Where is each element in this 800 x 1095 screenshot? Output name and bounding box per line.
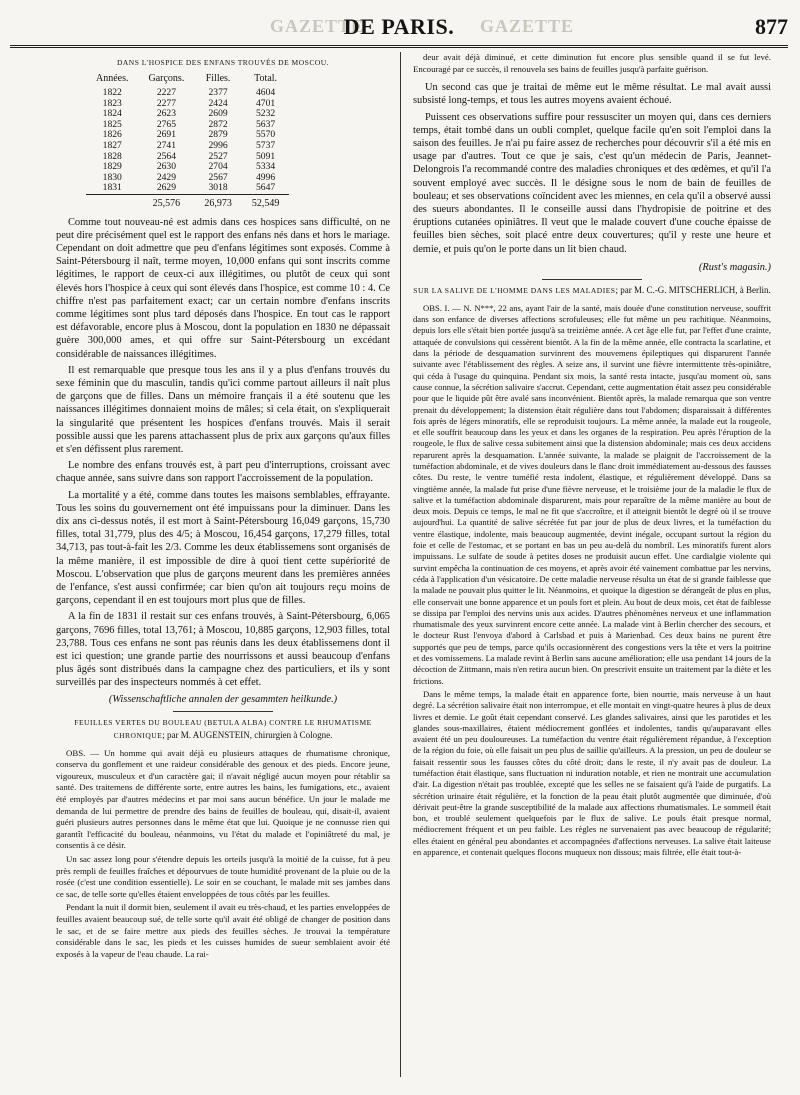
table-cell: 2424	[208, 97, 228, 109]
paragraph: A la fin de 1831 il restait sur ces enfans trouvés, à Saint-Pétersbourg, 6,065 garçons, 7696 filles, total 13,761; à Moscou, 10,885 garçons, 12,903 filles, total 23,788. Tous ces enfans ne sont pas réunis dans les deux établissemens dont il est ici question; une grande partie des nourrissons et aussi beaucoup d'enfans plus âgés sont distribués dans la campagne chez des particuliers, et ils y sont surveillés par des inspecteurs nommés à cet effet.	[56, 611, 390, 689]
column-divider	[400, 52, 401, 1077]
table-cell: 2630	[156, 161, 176, 173]
moscow-statistics-table	[86, 73, 289, 210]
table-header-cell: Total.	[254, 73, 278, 84]
table-total-cell: 26,973	[204, 197, 232, 209]
observation-paragraph: Dans le même temps, la malade était en apparence forte, bien nourrie, mais nerveuse à un haut degré. La sécrétion salivaire était non interrompue, et elle montait en vingt-quatre heures à plus de deux livres et demie. Le goût était cependant conservé. Les glandes salivaires, ainsi que les parotides et les glandes sous-maxillaires, étaient médiocrement gonflées et indolentes, tandis qu'auparavant elles avaient été un peu douloureuses. La tuméfaction du ventre était régulièrement répandue, à l'exception de la région du foie, où elle faisait un peu plus de saillie qu'ailleurs. A la pression, un peu de douleur se faisait ressentir sous les fausses côtes du côté droit; dans le reste, il n'y avait pas de douleur. La tuméfaction était élastique, sans fluctuation ni induration notable, et rien ne montrait une accumulation d'air. La digestion n'était pas troublée, excepté que les selles ne se faisaient qu'à l'aide de purgatifs. La sécrétion urinaire était régulière, et la fonction de la peau était plutôt augmentée que diminuée, d'où dérivait peut-être la grande susceptibilité de la malade aux affections rhumatismales. Le sommeil était bon, et troublé seulement quelquefois par le flux de salive. Le pouls était presque normal, médiocrement fréquent et un peu faible. Les règles ne survenaient pas avec beaucoup de régularité; elles étaient en général peu abondantes et accompagnées d'affections nerveuses. La salive était laiteuse en apparence, et contenait quelques flocons muqueux non dissous; mais filtrée, elle était tout-à-	[413, 688, 771, 858]
article-title-caps: FEUILLES VERTES DU BOULEAU (BETULA ALBA) CONTRE LE RHUMATISME CHRONIQUE	[74, 717, 372, 740]
table-cell: 2623	[156, 108, 176, 120]
table-cell: 2429	[156, 171, 176, 183]
paragraph: Puissent ces observations suffire pour ressusciter un moyen qui, dans ces derniers temps, était tombé dans un oubli complet, quelque facile qu'en soit l'emploi dans la saison des feuilles. Je n'ai pu faire assez de recherches pour découvrir s'il a été mis en usage par d'autres. Tout ce que je sais, c'est qu'un médecin de Paris, Jeannet-Delongrois l'a recommandé contre des maladies chroniques et des œdèmes, et qu'il l'a souvent employé avec succès. Il le désigne sous le nom de bain de feuilles de bouleau; et ses observations coïncident avec les miennes, en cela qu'il a observé aussi des sueurs abondantes. Il le conseille aussi dans l'hydropisie de poitrine et des éruptions cutanées opiniâtres. Il veut que le malade couvert d'une couche épaisse de feuilles bien sèches, soit placé entre deux couvertures; qu'il y reste une heure et demie, et puis qu'on le porte dans un lit bien chaud.	[413, 111, 771, 255]
right-column	[413, 52, 771, 860]
article-title-byline: ; par M. C.-G. MITSCHERLICH, à Berlin.	[615, 284, 771, 295]
right-continuation-text	[413, 52, 771, 75]
table-cell: 2879	[208, 129, 228, 141]
table-total-cell	[86, 194, 139, 209]
table-cell: 2609	[208, 108, 228, 120]
table-header-cell: Années.	[96, 73, 129, 84]
right-body-text	[413, 81, 771, 256]
paragraph: La mortalité y a été, comme dans toutes les maisons semblables, effrayante. Tous les soins du gouvernement ont été impuissans pour la diminuer. Dans les dix ans ci-dessus notés, il est mort à Saint-Pétersbourg 16,049 garçons, 15,730 filles, total 31,779, plus des 4/5; à Moscou, 16,454 garçons, 17,279 filles, total 34,713, pas tout-à-fait les 2/3. Comme les deux établissemens sont organisés de la même manière, il est impossible de dire à quoi tient cette supériorité de Moscou. L'observation que plus de garçons meurent dans les premières années de l'enfance, s'est aussi confirmée; car bien qu'on ait toujours reçu moins de garçons, cependant il en est toujours mort plus que de filles.	[56, 489, 390, 607]
paragraph: Il est remarquable que presque tous les ans il y a plus d'enfans trouvés du sexe féminin que du masculin, tandis qu'ici comme partout ailleurs il naît plus de garçons que de filles. Dans un mémoire français il a été soutenu que les naissances illégitimes donnaient moins de mâles; si cela était, on s'expliquerait la singularité que présentent les hospices d'enfans trouvés. Mais il serait possible aussi que les parens attachassent plus de prix aux garçons qu'aux filles et s'en défissent plus rarement.	[56, 364, 390, 455]
table-cell: 5637	[255, 118, 276, 130]
paragraph: Le nombre des enfans trouvés est, à part peu d'interruptions, croissant avec chaque année, sans suivre dans son rapport l'accroissement de la population.	[56, 460, 390, 485]
paragraph: Un second cas que je traitai de même eut le même résultat. Le mal avait aussi subsisté long-temps, et tous les autres moyens avaient échoué.	[413, 82, 771, 107]
table-cell: 1824	[102, 108, 122, 120]
page-number: 877	[755, 14, 788, 39]
table-caption: DANS L'HOSPICE DES ENFANS TROUVÉS DE MOSCOU.	[116, 58, 330, 67]
source-citation: (Rust's magasin.)	[698, 261, 771, 273]
table-cell: 2765	[156, 118, 176, 130]
table-cell: 1828	[102, 150, 122, 162]
article-title	[56, 716, 390, 742]
table-cell: 2227	[156, 87, 176, 98]
table-cell: 3018	[194, 183, 242, 194]
table-header-cell: Garçons.	[148, 73, 185, 84]
article-title-caps: SUR LA SALIVE DE L'HOMME DANS LES MALADIES	[413, 285, 616, 295]
table-cell: 2277	[156, 97, 176, 109]
table-header-cell: Filles.	[205, 73, 231, 84]
table-cell: 2527	[208, 150, 228, 162]
left-column	[56, 52, 390, 962]
article-title-byline: ; par M. AUGENSTEIN, chirurgien à Cologne.	[162, 729, 333, 740]
left-article-text	[56, 748, 390, 961]
table-cell: 4996	[255, 171, 276, 183]
table-total-cell: 25,576	[152, 197, 181, 209]
bleed-through-text: GAZETTE	[480, 16, 575, 36]
paragraph: Comme tout nouveau-né est admis dans ces hospices sans difficulté, on ne peut dire précisément quel est le rapport des enfans nés dans et hors le mariage. Cependant on doit admettre que peu d'enfans légitimes sont exposés. Comme à Saint-Pétersbourg il naît, terme moyen, 10,000 enfans qui sont inscrits comme légitimes, le rapport de ceux-ci aux illégitimes, ou plutôt de ceux qui sont élevés hors l'hospice à ceux qui sont élevés dans l'hospice, est comme 10 : 4. Ce chiffre n'est pas parfaitement exact; car un certain nombre d'enfans inscrits comme légitimes sont plus tard déposés dans l'hospice. En tout cas le rapport est défavorable, encore plus à Moscou, dont la population en 1830 ne dépassait guère 300,000 ames, et qui offre sur Saint-Pétersbourg un excédant considérable de naissances illégitimes.	[56, 216, 390, 360]
table-cell: 5334	[255, 161, 276, 173]
table-cell: 2567	[208, 171, 228, 183]
table-cell: 5647	[242, 183, 290, 194]
table-cell: 5737	[255, 139, 276, 151]
page-header	[10, 14, 788, 44]
running-title: DE PARIS.	[343, 14, 455, 39]
observation-paragraph: OBS. I. — N. N***, 22 ans, ayant l'air de la santé, mais douée d'une constitution nerveuse, souffrit dans son enfance de diverses affections scrofuleuses; elle fut même un peu rachitique. Néanmoins, depuis lors elle s'était bien portée jusqu'à sa treizième année. A cet âge elle fut, par l'effet d'une crainte, attaquée de convulsions qui cessèrent bientôt. A la fin de la même année, elle contracta la scarlatine, et dans la période de desquamation survinrent des mouvemens épileptiques qui disparurent l'année suivante avec l'établissement des règles. A seize ans, il survint une fièvre intermittente très-opiniâtre, qui céda à l'usage du quinquina. Pendant six mois, la santé resta intacte, jusqu'au moment où, sans cause connue, la sécrétion salivaire s'accrut. Cependant, cette augmentation était assez peu considérable pour que le liquide pût être avalé sans inconvénient. Bientôt après, la malade remarqua que son ventre prenait du développement; la distension était régulière dans tout l'abdomen; disparaissait à différentes fois après de légers minoratifs, elle se reproduisit toujours. La même année, la malade eut la rougeole, et elle souffrit beaucoup dans les yeux et dans les organes de la respiration. Peu après l'éruption de la rougeole, le flux de salive cessa subitement ainsi que la distension abdominale; mais ces deux accidens reparurent après la desquamation. L'année suivante, la malade se plaignit de l'accroissement de la tuméfaction abdominale, et de vives douleurs dans le flanc droit immédiatement au-dessous des fausses côtes. Du reste, le ventre tuméfié resta indolent, élastique, et régulièrement développé. Dans sa vingtième année, la malade fut prise d'une fièvre nerveuse, et le troisième jour de la maladie le flux de salive et la tuméfaction abdominale disparurent, mais pour reparaître de la même manière au bout de deux mois. Depuis ce temps, le mal ne fit que s'accroître, et il atteignit bientôt le degré où il se trouve aujourd'hui. La quantité de salive sécrétée fut par jour de plus de deux livres, et la tuméfaction du ventre élastique, indolente, mais beaucoup augmentée, devint inégale, occupant surtout la région du foie et celle de l'estomac, et se portant en bas un peu au-delà du nombril. Les minoratifs furent alors impuissans. Le sulfate de soude à petites doses ne produisit aucun effet. Une cardialgie violente qui survint empêcha la continuation de ces moyens, et après avoir été vainement combattue par les nervins, céda à l'application d'un vésicatoire. De cette maladie nerveuse résulta un état de si grande faiblesse que la malade ne pouvait plus quitter le lit. Néanmoins, et quoique la digestion se dérangeât de plus en plus, elle conservait une bonne apparence et un pouls fort et plein. Au bout de deux mois, cet état de faiblesse se dissipa par l'emploi des nervins unis aux acides. D'autres phénomènes nerveux et une inflammation rhumatismale des yeux survinrent encore cette année. La malade vint à Berlin chercher des secours, et le docteur Rust l'envoya d'abord à Carlsbad et puis à Marienbad. Ces deux bains ne purent être supportés que peu de temps, parce qu'ils occasionnèrent des congestions vers la tête et vers la poitrine et des vomissemens. La malade revint à Berlin sans aucune amélioration; elle usa pendant 14 jours de la décoction de Zittmann, mais n'en retira aucun bien. On prescrivit ensuite un traitement par la diète et les frictions.	[413, 302, 771, 686]
table-row	[86, 141, 289, 152]
table-cell: 1827	[102, 139, 122, 151]
table-cell: 1823	[102, 97, 122, 109]
article-title	[413, 284, 771, 297]
table-cell: 2741	[156, 139, 176, 151]
bleed-through-text: GAZETTE	[270, 16, 365, 36]
table-row	[86, 88, 289, 99]
table-cell: 5091	[255, 150, 276, 162]
table-cell: 2691	[156, 129, 176, 141]
table-cell: 5570	[255, 129, 276, 141]
table-row	[86, 183, 289, 194]
table-cell: 1831	[86, 183, 139, 194]
table-cell: 2377	[208, 87, 228, 98]
table-cell: 5232	[255, 108, 276, 120]
table-totals-row	[86, 194, 289, 209]
observation-paragraph: Un sac assez long pour s'étendre depuis les orteils jusqu'à la moitié de la cuisse, fut à peu près rempli de feuilles fraîches et dépourvues de toute humidité provenant de la pluie ou de la rosée (c'est une condition essentielle). Le soir en se couchant, le malade mit ses jambes dans ce sac, de telle sorte qu'elles étaient enveloppées de tous côtés par les feuilles.	[56, 853, 390, 899]
table-cell: 2629	[139, 183, 195, 194]
source-citation: (Wissenschaftliche annalen der gesammten heilkunde.)	[108, 693, 338, 705]
table-cell: 2564	[156, 150, 176, 162]
left-body-text	[56, 216, 390, 690]
table-cell: 2872	[208, 118, 228, 130]
section-rule	[173, 711, 273, 712]
table-cell: 1830	[102, 171, 122, 183]
observation-paragraph: Pendant la nuit il dormit bien, seulement il avait eu très-chaud, et les parties enveloppées de feuilles avaient beaucoup sué, de telle sorte qu'il avait été obligé de changer de position dans le sac, et de se faire mettre aux pieds des feuilles sèches. Je trouvai la température considérable dans le sac, les pieds et les cuisses humides de sueur semblaient avoir été exposés à la vapeur de l'eau chaude. La rai-	[56, 902, 390, 959]
observation-paragraph: OBS. — Un homme qui avait déjà eu plusieurs attaques de rhumatisme chronique, conserva du gonflement et une raideur considérable des genoux et des pieds. Encore jeune, vigoureux, musculeux et d'un caractère gai; il n'avait négligé aucun moyen pour rétablir sa santé. Des traitemens de différente sorte, entre autres les bains, les fumigations, etc., avaient été employés par d'autres médecins et par moi sans aucun bénéfice. Un jour le malade me demanda de lui permettre de prendre des bains de feuilles de bouleau, qui, disait-il, avaient guéri plusieurs autres personnes dans le même état que lui. Quoique je ne connusse rien qui garantît l'efficacité du bouleau, néanmoins, vu l'état du malade et l'opiniâtreté du mal, je consentis à ce désir.	[56, 747, 390, 851]
table-cell: 2996	[208, 139, 228, 151]
paragraph: deur avait déjà diminué, et cette diminution fut encore plus sensible quand il se fut levé. Encouragé par ce succès, il renouvela ses bains de feuilles jusqu'à parfaite guérison.	[413, 52, 771, 74]
table-cell: 4604	[255, 87, 276, 98]
table-cell: 1822	[102, 87, 122, 98]
header-rule	[10, 45, 788, 48]
table-cell: 4701	[255, 97, 276, 109]
table-total-cell: 52,549	[251, 197, 280, 209]
section-rule	[542, 279, 642, 280]
table-cell: 1829	[102, 161, 122, 173]
right-article-text	[413, 303, 771, 859]
table-cell: 1825	[102, 118, 122, 130]
table-cell: 1826	[102, 129, 122, 141]
table-cell: 2704	[208, 161, 228, 173]
